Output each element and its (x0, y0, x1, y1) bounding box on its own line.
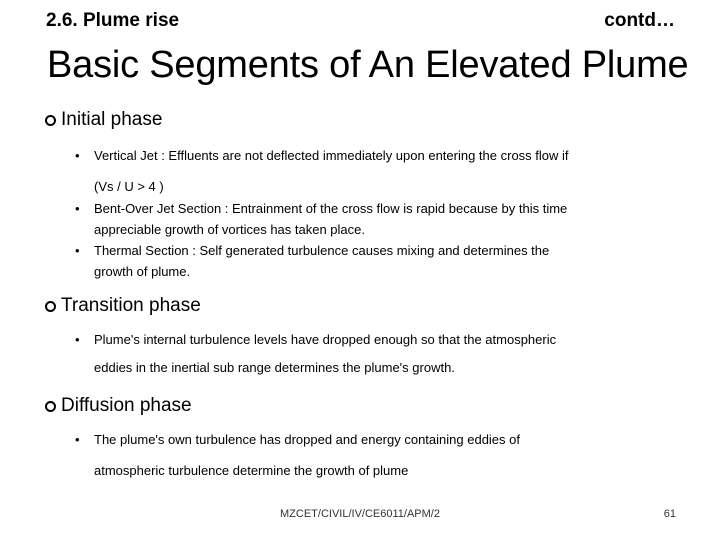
ring-bullet-icon (45, 115, 56, 126)
bullet-line: Bent-Over Jet Section : Entrainment of the cross flow is rapid because by this time (94, 201, 568, 216)
bullet-dot-icon: • (75, 243, 80, 258)
bullet-line: atmospheric turbulence determine the growth of plume (94, 463, 409, 478)
bullet-dot-icon: • (75, 201, 80, 216)
phase-heading-text: Initial phase (61, 109, 163, 130)
section-label: 2.6. Plume rise (46, 10, 180, 31)
bullet-dot-icon: • (75, 332, 80, 347)
ring-bullet-icon (45, 301, 56, 312)
bullet-line: (Vs / U > 4 ) (94, 179, 164, 194)
phase-heading-text: Diffusion phase (61, 395, 192, 416)
slide-title: Basic Segments of An Elevated Plume (47, 44, 689, 86)
bullet-line: growth of plume. (94, 264, 191, 279)
bullet-line: The plume's own turbulence has dropped and energy containing eddies of (94, 432, 520, 447)
continued-label: contd… (604, 10, 675, 31)
page-number: 61 (663, 508, 676, 520)
phase-heading-text: Transition phase (61, 295, 201, 316)
bullet-dot-icon: • (75, 432, 80, 447)
phase-heading-initial (45, 109, 162, 131)
bullet-line: eddies in the inertial sub range determines the plume's growth. (94, 360, 455, 375)
bullet-dot-icon: • (75, 148, 80, 163)
bullet-line: appreciable growth of vortices has taken place. (94, 222, 365, 237)
bullet-line: Thermal Section : Self generated turbulence causes mixing and determines the (94, 243, 550, 258)
footer-text: MZCET/CIVIL/IV/CE6011/APM/2 (280, 508, 440, 520)
bullet-line: Plume's internal turbulence levels have dropped enough so that the atmospheric (94, 332, 557, 347)
phase-heading-diffusion (45, 395, 192, 417)
ring-bullet-icon (45, 401, 56, 412)
phase-heading-transition (45, 295, 201, 317)
bullet-line: Vertical Jet : Effluents are not deflected immediately upon entering the cross flow if (94, 148, 569, 163)
